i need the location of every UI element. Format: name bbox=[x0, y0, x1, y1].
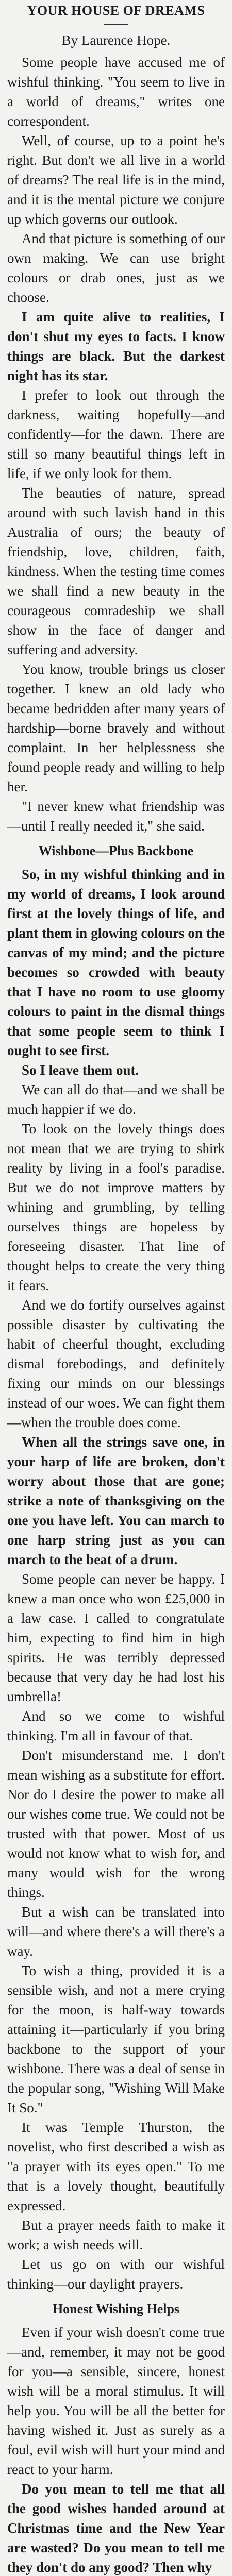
paragraph: Do you mean to tell me that all the good wishes handed around at Christmas time and the New Year are wasted? Do you mean to tell me they don't do any good? Then why bbox=[7, 2481, 225, 2575]
paragraph: And that picture is something of our own making. We can use bright colours or drab ones, just as we choose. bbox=[7, 231, 225, 305]
paragraph: But a prayer needs faith to make it work; a wish needs will. bbox=[7, 2217, 225, 2252]
paragraph: Let us go on with our wishful thinking—our daylight prayers. bbox=[7, 2257, 225, 2292]
article-title: YOUR HOUSE OF DREAMS bbox=[27, 3, 205, 18]
article-section-2 bbox=[7, 865, 225, 2294]
paragraph: So, in my wishful thinking and in my world of dreams, I look around first at the lovely things of life, and plant them in glowing colours on the canvas of my mind; and the picture becomes so crowded with beauty that I have no room to use gloomy colours to paint in the dismal things that some people seem to think I ought to see first. bbox=[7, 867, 225, 1058]
paragraph: So I leave them out. bbox=[22, 1062, 139, 1078]
paragraph: We can all do that—and we shall be much happier if we do. bbox=[7, 1082, 225, 1117]
paragraph: The beauties of nature, spread around with such lavish hand in this Australia of ours; the beauty of friendship, love, children, faith, kindness. When the testing time comes we shall find a new beauty in the courageous comradeship we shall show in the face of danger and suffering and adversity. bbox=[7, 485, 225, 657]
article-section-3 bbox=[7, 2323, 225, 2576]
paragraph: And we do fortify ourselves against possible disaster by cultivating the habit of cheerful thought, excluding dismal forebodings, and definitely fixing our minds on our blessings instead of our woes. We can fight them—when the trouble does come. bbox=[7, 1297, 225, 1430]
article-section-1 bbox=[7, 53, 225, 836]
paragraph: To wish a thing, provided it is a sensible wish, and not a mere crying for the moon, is half-way towards attaining it—particularly if you bring backbone to the support of your wishbone. There was a deal of sense in the popular song, "Wishing Will Make It So." bbox=[7, 1963, 225, 2115]
paragraph: Don't misunderstand me. I don't mean wishing as a substitute for effort. Nor do I desire the power to make all our wishes come true. We could not be trusted with that power. Most of us would not know what to wish for, and many would wish for the wrong things. bbox=[7, 1748, 225, 1900]
subheading-honest-wishing: Honest Wishing Helps bbox=[52, 2301, 180, 2316]
paragraph: To look on the lovely things does not mean that we are trying to shirk reality by living in a fool's paradise. But we do not improve matters by whining and grumbling, by telling ourselves things are hopeless by foreseeing disaster. That line of thought helps to create the very thing it fears. bbox=[7, 1121, 225, 1293]
paragraph: I prefer to look out through the darkness, waiting hopefully—and confidently—for the dawn. There are still so many beautiful things left in life, if we only look for them. bbox=[7, 387, 225, 481]
subheading-wishbone: Wishbone—Plus Backbone bbox=[38, 843, 194, 858]
paragraph: And so we come to wishful thinking. I'm all in favour of that. bbox=[7, 1708, 225, 1743]
title-rule bbox=[104, 24, 128, 25]
paragraph: Even if your wish doesn't come true—and, remember, it may not be good for you—a sensible, sincere, honest wish will be a moral stimulus. It will help you. You will be all the better for having wished it. Just as surely as a foul, evil wish will hurt your mind and react to your harm. bbox=[7, 2325, 225, 2477]
paragraph: It was Temple Thurston, the novelist, who first described a wish as "a prayer with its eyes open." To me that is a lovely thought, beautifully expressed. bbox=[7, 2120, 225, 2213]
article-byline: By Laurence Hope. bbox=[61, 32, 171, 48]
paragraph: Some people can never be happy. I knew a man once who won £25,000 in a law case. I called to congratulate him, expecting to find him in high spirits. He was terribly depressed because that very day he had lost his umbrella! bbox=[7, 1571, 225, 1704]
paragraph: "I never knew what friendship was—until I really needed it," she said. bbox=[7, 799, 225, 834]
paragraph: Well, of course, up to a point he's right. But don't we all live in a world of dreams? The real life is in the mind, and it is the mental picture we conjure up which governs our outlook. bbox=[7, 133, 225, 227]
paragraph: But a wish can be translated into will—and where there's a will there's a way. bbox=[7, 1904, 225, 1959]
paragraph: Some people have accused me of wishful thinking. "You seem to live in a world of dreams," writes one correspondent. bbox=[7, 55, 225, 129]
paragraph: I am quite alive to realities, I don't shut my eyes to facts. I know things are black. But the darkest night has its star. bbox=[7, 309, 225, 383]
paragraph: When all the strings save one, in your harp of life are broken, don't worry about those that are gone; strike a note of thanksgiving on the one you have left. You can march to one harp string just as you can march to the beat of a drum. bbox=[7, 1434, 225, 1567]
paragraph: You know, trouble brings us closer together. I knew an old lady who became bedridden after many years of hardship—borne bravely and without complaint. In her helplessness she found people ready and willing to help her. bbox=[7, 662, 225, 794]
